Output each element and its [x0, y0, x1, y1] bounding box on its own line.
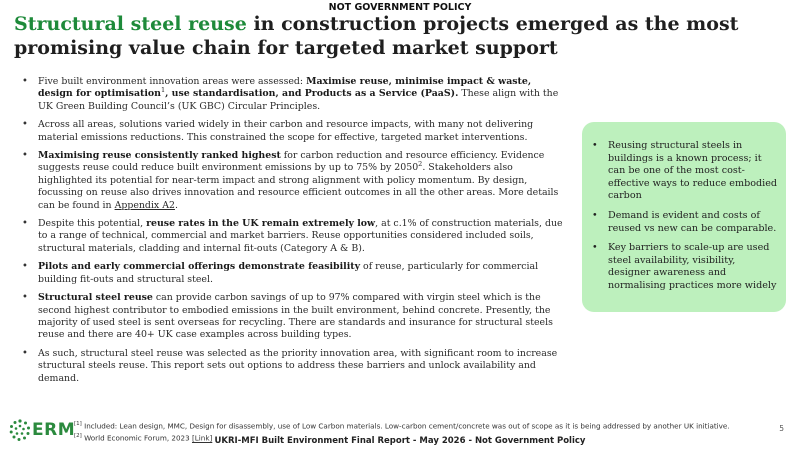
bullet-innovation-areas [20, 76, 565, 113]
report-footer: UKRI-MFI Built Environment Final Report - May 2026 - Not Government Policy [214, 436, 586, 446]
title-accent: Structural steel reuse [14, 13, 247, 35]
bullet-pilots [20, 261, 565, 286]
callout-item: • Key barriers to scale-up are used steel availability, visibility, designer awareness and normalising practices more widely [592, 242, 778, 292]
bullet-bold: Maximise reuse, minimise impact & waste, design for optimisation [38, 76, 532, 100]
bullet-text: of reuse, particularly for commercial building fit-outs and structural steel. [38, 261, 539, 285]
bullet-bold: Maximising reuse consistently ranked highest [38, 150, 281, 162]
main-bullet-list [20, 76, 565, 391]
bullet-reuse-rates [20, 218, 565, 255]
footnote-mark: [2] [74, 433, 82, 440]
bullet-bold: Structural steel reuse [38, 292, 153, 304]
logo-text: ERM [32, 420, 76, 440]
footnote-mark: [1] [74, 421, 82, 427]
footnote-link[interactable]: [Link] [191, 433, 213, 443]
bullet-text: . Stakeholders also highlighted its potential for near-term impact and strong alignment with policy momentum. By design, focussing on reuse also drives innovation and resource efficient outcomes in all the other areas. More details can be found in [38, 162, 559, 211]
bullet-bold: , use standardisation, and Products as a Service (PaaS). [165, 88, 459, 100]
footnote-ref: 2 [418, 160, 423, 169]
bullet-text: As such, structural steel reuse was selected as the priority innovation area, with significant room to increase structural steels reuse. This report sets out options to address these barriers and unlock availability and demand. [38, 347, 558, 384]
bullet-text: for carbon reduction and resource efficiency. Evidence suggests reuse could reduce built environment emissions by up to 75% by 2050 [38, 150, 545, 174]
page-number: 5 [779, 424, 784, 433]
bullet-text: Across all areas, solutions varied widely in their carbon and resource impacts, with many not delivering material emissions reductions. This constrained the scope for effective, targeted market interventions. [38, 119, 534, 143]
callout-box [582, 122, 786, 312]
callout-item: • Demand is evident and costs of reused vs new can be comparable. [592, 210, 778, 235]
footnote-ref: 1 [160, 86, 166, 95]
footnote-text: Included: Lean design, MMC, Design for disassembly, use of Low Carbon materials. Low-carbon cement/concrete was out of scope as it is being addressed by another UK initiative. [81, 421, 730, 431]
bullet-maximising-reuse [20, 150, 565, 212]
appendix-link[interactable]: Appendix A2 [114, 199, 175, 211]
bullet-text: Despite this potential, [38, 218, 147, 230]
bullet-text: These align with the UK Green Building Council’s (UK GBC) Circular Principles. [38, 88, 559, 112]
bullet-text: can provide carbon savings of up to 97% compared with virgin steel which is the second highest contributor to embodied emissions in the built environment, behind concrete. Presently, the majority of used steel is sent overseas for recycling. There are standards and insurance for structural steels reuse and there are 40+ UK case examples across building types. [38, 292, 553, 341]
bullet-text: . [174, 199, 178, 211]
bullet-bold: Pilots and early commercial offerings demonstrate feasibility [38, 261, 361, 273]
footnote-text: World Economic Forum, 2023 [81, 433, 192, 443]
footnote-1 [74, 419, 754, 431]
bullet-text: , at c.1% of construction materials, due to a range of technical, commercial and market barriers. Reuse opportunities considered included soils, structural materials, cladding and internal fit-outs (Category A & B). [38, 218, 563, 254]
bullet-priority-area [20, 348, 565, 385]
bullet-structural-steel [20, 292, 565, 342]
callout-item: • Reusing structural steels in buildings is a known process; it can be one of the most cost-effective ways to reduce embodied carbon [592, 140, 778, 203]
title-rest: in construction projects emerged as the most promising value chain for targeted market support [14, 13, 739, 59]
bullet-solutions-varied [20, 119, 565, 144]
callout-list [592, 140, 778, 300]
bullet-bold: reuse rates in the UK remain extremely low [146, 218, 376, 230]
page-title [14, 12, 784, 60]
bullet-text: Five built environment innovation areas were assessed: [38, 76, 307, 87]
classification-header: NOT GOVERNMENT POLICY [328, 2, 472, 13]
